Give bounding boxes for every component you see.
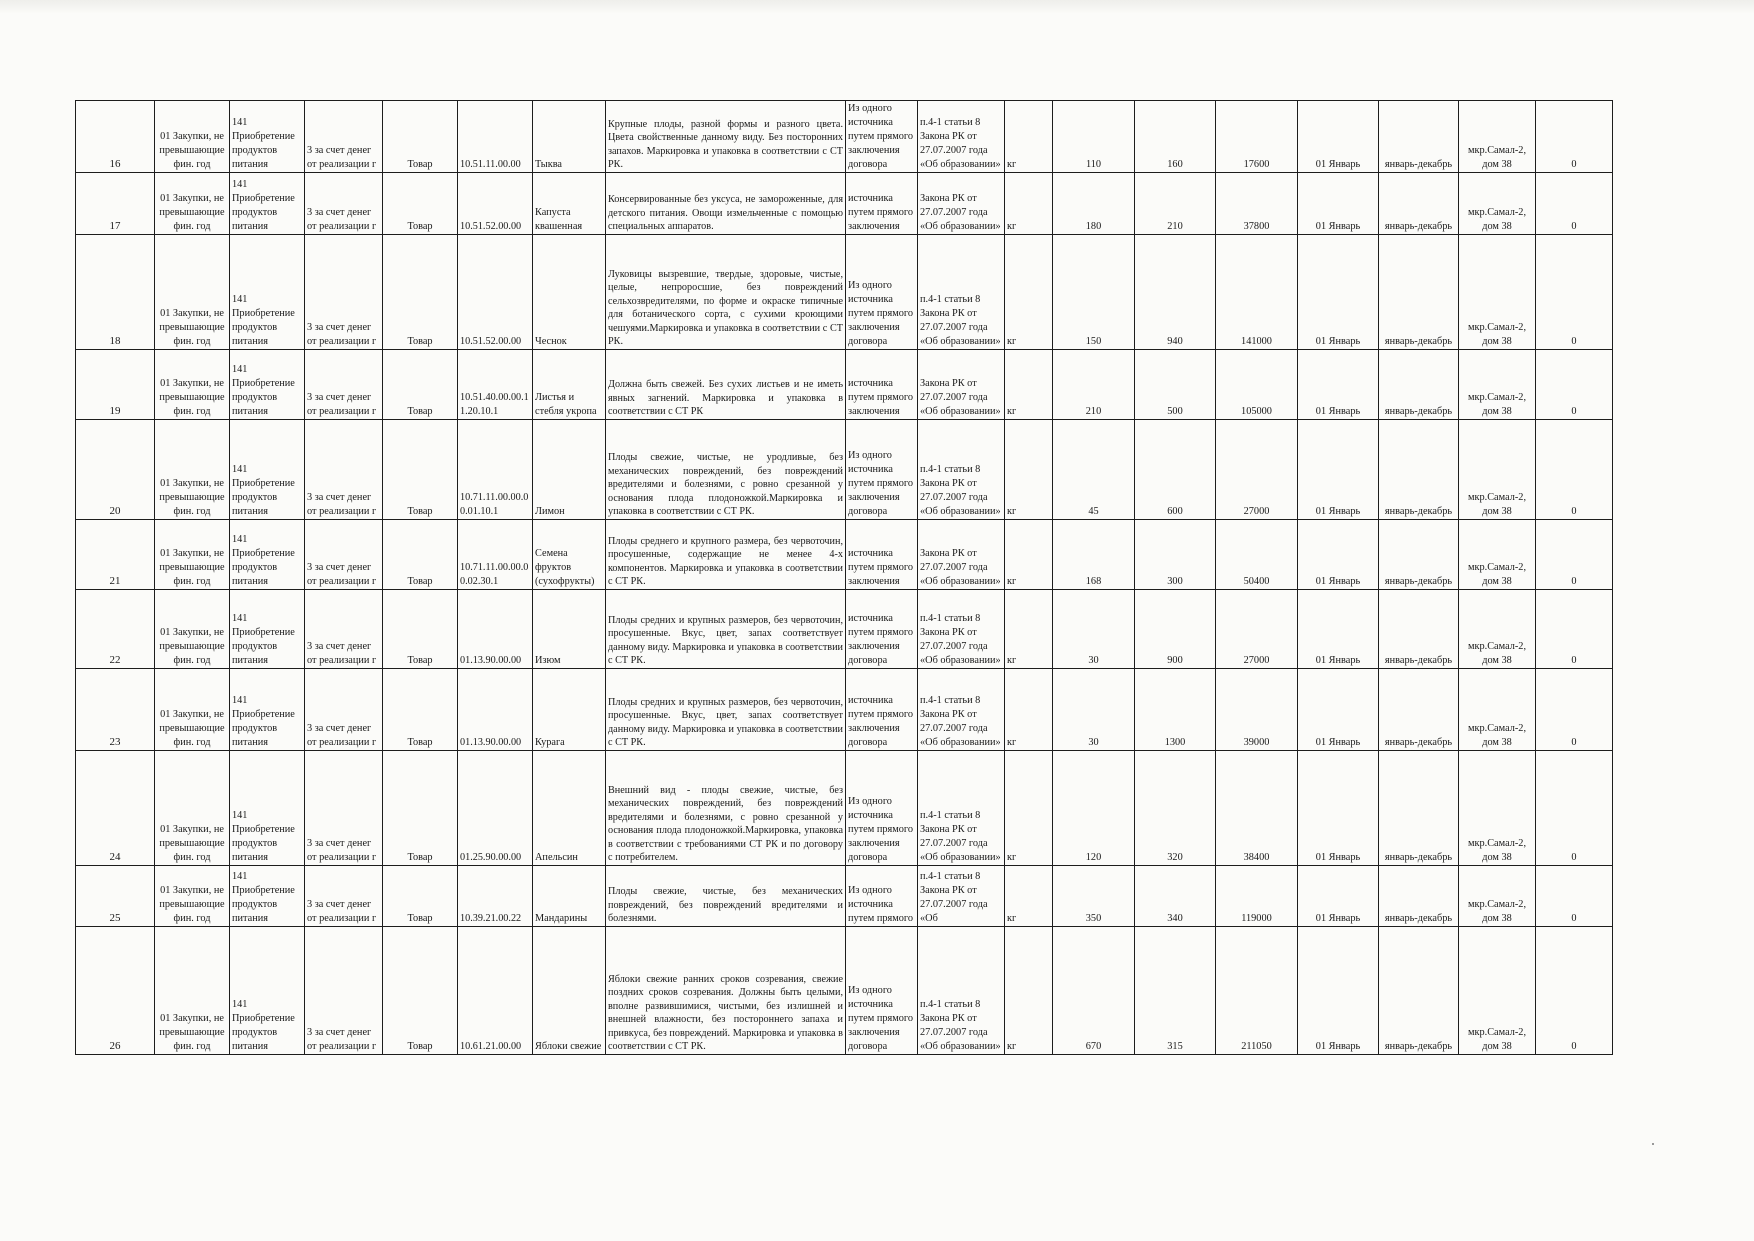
quantity: 120 [1053,751,1135,866]
item-name: Курага [533,669,606,751]
delivery-place: мкр.Самал-2, дом 38 [1459,590,1536,669]
funding-source: 3 за счет денег от реализации г [305,235,383,350]
funding-source: 3 за счет денег от реализации г [305,751,383,866]
item-name: Тыква [533,101,606,173]
procurement-subject: Товар [383,866,458,927]
quantity: 210 [1053,350,1135,420]
table-row [76,927,1613,1055]
item-description: Внешний вид - плоды свежие, чистые, без механических повреждений, без повреждений вредителями и болезнями, с ровно срезанной у основания плода плодоножкой.Маркировка, упаковка в соответствии с требованиями СТ РК и по договору с потребителем. [606,751,846,866]
ktru-code: 10.39.21.00.22 [458,866,533,927]
planned-month: 01 Январь [1298,101,1379,173]
table-row [76,866,1613,927]
procurement-plan-table [75,100,1613,1055]
total-amount: 119000 [1216,866,1298,927]
funding-source: 3 за счет денег от реализации г [305,866,383,927]
row-number: 23 [76,669,155,751]
legal-basis: п.4-1 статьи 8 Закона РК от 27.07.2007 года «Об образовании» [918,590,1005,669]
quantity: 150 [1053,235,1135,350]
advance-percent: 0 [1536,590,1613,669]
unit-price: 940 [1135,235,1216,350]
procurement-type: 01 Закупки, не превышающие фин. год [155,866,230,927]
budget-specifics: 141 Приобретение продуктов питания [230,101,305,173]
unit-of-measure: кг [1005,590,1053,669]
quantity: 45 [1053,420,1135,520]
budget-specifics: 141 Приобретение продуктов питания [230,669,305,751]
row-number: 16 [76,101,155,173]
planned-month: 01 Январь [1298,173,1379,235]
ktru-code: 01.13.90.00.00 [458,669,533,751]
funding-source: 3 за счет денег от реализации г [305,173,383,235]
unit-price: 600 [1135,420,1216,520]
unit-price: 210 [1135,173,1216,235]
budget-specifics: 141 Приобретение продуктов питания [230,350,305,420]
budget-specifics: 141 Приобретение продуктов питания [230,866,305,927]
delivery-place: мкр.Самал-2, дом 38 [1459,751,1536,866]
ktru-code: 10.71.11.00.00.00.01.10.1 [458,420,533,520]
advance-percent: 0 [1536,751,1613,866]
delivery-term: январь-декабрь [1379,590,1459,669]
planned-month: 01 Январь [1298,751,1379,866]
item-name: Изюм [533,590,606,669]
advance-percent: 0 [1536,866,1613,927]
total-amount: 141000 [1216,235,1298,350]
funding-source: 3 за счет денег от реализации г [305,590,383,669]
item-description: Должна быть свежей. Без сухих листьев и не иметь явных загнений. Маркировка и упаковка в соответствии с СТ РК [606,350,846,420]
table-body [76,101,1613,1055]
ktru-code: 01.25.90.00.00 [458,751,533,866]
unit-price: 300 [1135,520,1216,590]
delivery-term: январь-декабрь [1379,669,1459,751]
budget-specifics: 141 Приобретение продуктов питания [230,927,305,1055]
total-amount: 27000 [1216,590,1298,669]
planned-month: 01 Январь [1298,520,1379,590]
budget-specifics: 141 Приобретение продуктов питания [230,520,305,590]
procurement-type: 01 Закупки, не превышающие фин. год [155,235,230,350]
item-description: Плоды средних и крупных размеров, без червоточин, просушенные. Вкус, цвет, запах соответствует данному виду. Маркировка и упаковка в соответствии с СТ РК. [606,669,846,751]
ktru-code: 10.51.40.00.00.11.20.10.1 [458,350,533,420]
procurement-method: Из одного источника путем прямого [846,866,918,927]
procurement-method: источника путем прямого заключения [846,520,918,590]
advance-percent: 0 [1536,420,1613,520]
procurement-type: 01 Закупки, не превышающие фин. год [155,350,230,420]
procurement-type: 01 Закупки, не превышающие фин. год [155,173,230,235]
procurement-method: Из одного источника путем прямого заключения договора [846,235,918,350]
delivery-place: мкр.Самал-2, дом 38 [1459,420,1536,520]
budget-specifics: 141 Приобретение продуктов питания [230,751,305,866]
item-description: Плоды свежие, чистые, не уродливые, без механических повреждений, без повреждений вредителями и болезнями, с ровно срезанной у основания плода плодоножкой.Маркировка и упаковка в соответствии с СТ РК. [606,420,846,520]
total-amount: 17600 [1216,101,1298,173]
funding-source: 3 за счет денег от реализации г [305,350,383,420]
table-row [76,751,1613,866]
item-description: Крупные плоды, разной формы и разного цвета. Цвета свойственные данному виду. Без посторонних запахов. Маркировка и упаковка в соответствии с СТ РК. [606,101,846,173]
advance-percent: 0 [1536,173,1613,235]
row-number: 19 [76,350,155,420]
unit-of-measure: кг [1005,350,1053,420]
delivery-place: мкр.Самал-2, дом 38 [1459,350,1536,420]
table-row [76,420,1613,520]
procurement-type: 01 Закупки, не превышающие фин. год [155,420,230,520]
item-description: Плоды свежие, чистые, без механических повреждений, без повреждений вредителями и болезнями. [606,866,846,927]
funding-source: 3 за счет денег от реализации г [305,420,383,520]
legal-basis: п.4-1 статьи 8 Закона РК от 27.07.2007 года «Об образовании» [918,669,1005,751]
unit-of-measure: кг [1005,866,1053,927]
item-description: Луковицы вызревшие, твердые, здоровые, чистые, целые, непроросшие, без повреждений сельхозвредителями, по форме и окраске типичные для ботанического сорта, с сухими кроющими чешуями.Маркировка и упаковка в соответствии с СТ РК. [606,235,846,350]
ktru-code: 10.61.21.00.00 [458,927,533,1055]
unit-price: 1300 [1135,669,1216,751]
unit-price: 320 [1135,751,1216,866]
procurement-type: 01 Закупки, не превышающие фин. год [155,751,230,866]
procurement-method: Из одного источника путем прямого заключения договора [846,420,918,520]
delivery-place: мкр.Самал-2, дом 38 [1459,669,1536,751]
table-row [76,669,1613,751]
row-number: 26 [76,927,155,1055]
legal-basis: Закона РК от 27.07.2007 года «Об образовании» [918,350,1005,420]
item-description: Яблоки свежие ранних сроков созревания, свежие поздних сроков созревания. Должны быть целыми, вполне развившимися, чистыми, без излишней и внешней влажности, без постороннего запаха и привкуса, без повреждений. Маркировка и упаковка в соответствии с СТ РК. [606,927,846,1055]
procurement-subject: Товар [383,235,458,350]
table-row [76,101,1613,173]
ktru-code: 10.51.11.00.00 [458,101,533,173]
procurement-subject: Товар [383,350,458,420]
unit-price: 900 [1135,590,1216,669]
procurement-method: источника путем прямого заключения [846,350,918,420]
procurement-method: Из одного источника путем прямого заключения договора [846,927,918,1055]
funding-source: 3 за счет денег от реализации г [305,520,383,590]
procurement-subject: Товар [383,751,458,866]
item-description: Плоды средних и крупных размеров, без червоточин, просушенные. Вкус, цвет, запах соответствует данному виду. Маркировка и упаковка в соответствии с СТ РК. [606,590,846,669]
procurement-subject: Товар [383,420,458,520]
total-amount: 105000 [1216,350,1298,420]
procurement-method: источника путем прямого заключения договора [846,590,918,669]
item-name: Мандарины [533,866,606,927]
legal-basis: п.4-1 статьи 8 Закона РК от 27.07.2007 года «Об образовании» [918,927,1005,1055]
procurement-method: источника путем прямого заключения договора [846,669,918,751]
delivery-place: мкр.Самал-2, дом 38 [1459,235,1536,350]
procurement-subject: Товар [383,520,458,590]
funding-source: 3 за счет денег от реализации г [305,101,383,173]
budget-specifics: 141 Приобретение продуктов питания [230,590,305,669]
procurement-method: Из одного источника путем прямого заключения договора [846,101,918,173]
quantity: 180 [1053,173,1135,235]
row-number: 24 [76,751,155,866]
planned-month: 01 Январь [1298,866,1379,927]
delivery-term: январь-декабрь [1379,520,1459,590]
item-name: Чеснок [533,235,606,350]
item-name: Лимон [533,420,606,520]
procurement-subject: Товар [383,101,458,173]
planned-month: 01 Январь [1298,590,1379,669]
delivery-term: январь-декабрь [1379,420,1459,520]
planned-month: 01 Январь [1298,350,1379,420]
budget-specifics: 141 Приобретение продуктов питания [230,420,305,520]
advance-percent: 0 [1536,350,1613,420]
unit-of-measure: кг [1005,235,1053,350]
total-amount: 211050 [1216,927,1298,1055]
procurement-type: 01 Закупки, не превышающие фин. год [155,669,230,751]
row-number: 21 [76,520,155,590]
table-row [76,590,1613,669]
unit-of-measure: кг [1005,420,1053,520]
planned-month: 01 Январь [1298,235,1379,350]
row-number: 25 [76,866,155,927]
unit-of-measure: кг [1005,101,1053,173]
planned-month: 01 Январь [1298,927,1379,1055]
delivery-place: мкр.Самал-2, дом 38 [1459,173,1536,235]
quantity: 168 [1053,520,1135,590]
item-description: Плоды среднего и крупного размера, без червоточин, просушенные, содержащие не менее 4-х компонентов. Маркировка и упаковка в соответствии с СТ РК. [606,520,846,590]
advance-percent: 0 [1536,101,1613,173]
item-name: Листья и стебля укропа [533,350,606,420]
unit-price: 315 [1135,927,1216,1055]
procurement-type: 01 Закупки, не превышающие фин. год [155,101,230,173]
delivery-term: январь-декабрь [1379,235,1459,350]
quantity: 350 [1053,866,1135,927]
ktru-code: 10.51.52.00.00 [458,235,533,350]
unit-of-measure: кг [1005,669,1053,751]
quantity: 30 [1053,669,1135,751]
table-row [76,350,1613,420]
delivery-term: январь-декабрь [1379,173,1459,235]
item-name: Семена фруктов (сухофрукты) [533,520,606,590]
unit-of-measure: кг [1005,751,1053,866]
table-row [76,520,1613,590]
procurement-method: Из одного источника путем прямого заключения договора [846,751,918,866]
item-name: Апельсин [533,751,606,866]
legal-basis: п.4-1 статьи 8 Закона РК от 27.07.2007 года «Об образовании» [918,751,1005,866]
procurement-type: 01 Закупки, не превышающие фин. год [155,520,230,590]
budget-specifics: 141 Приобретение продуктов питания [230,173,305,235]
legal-basis: Закона РК от 27.07.2007 года «Об образовании» [918,520,1005,590]
procurement-type: 01 Закупки, не превышающие фин. год [155,590,230,669]
delivery-place: мкр.Самал-2, дом 38 [1459,101,1536,173]
delivery-term: январь-декабрь [1379,927,1459,1055]
procurement-subject: Товар [383,669,458,751]
ktru-code: 10.51.52.00.00 [458,173,533,235]
total-amount: 50400 [1216,520,1298,590]
unit-of-measure: кг [1005,173,1053,235]
procurement-type: 01 Закупки, не превышающие фин. год [155,927,230,1055]
legal-basis: Закона РК от 27.07.2007 года «Об образовании» [918,173,1005,235]
procurement-method: источника путем прямого заключения [846,173,918,235]
delivery-place: мкр.Самал-2, дом 38 [1459,866,1536,927]
funding-source: 3 за счет денег от реализации г [305,669,383,751]
budget-specifics: 141 Приобретение продуктов питания [230,235,305,350]
advance-percent: 0 [1536,669,1613,751]
page-edge [0,0,1754,14]
row-number: 20 [76,420,155,520]
delivery-term: январь-декабрь [1379,350,1459,420]
funding-source: 3 за счет денег от реализации г [305,927,383,1055]
unit-price: 500 [1135,350,1216,420]
legal-basis: п.4-1 статьи 8 Закона РК от 27.07.2007 года «Об образовании» [918,101,1005,173]
scan-speck [1652,1143,1654,1145]
row-number: 17 [76,173,155,235]
quantity: 30 [1053,590,1135,669]
total-amount: 39000 [1216,669,1298,751]
item-name: Капуста квашенная [533,173,606,235]
delivery-place: мкр.Самал-2, дом 38 [1459,927,1536,1055]
advance-percent: 0 [1536,520,1613,590]
unit-of-measure: кг [1005,927,1053,1055]
total-amount: 27000 [1216,420,1298,520]
legal-basis: п.4-1 статьи 8 Закона РК от 27.07.2007 года «Об образовании» [918,235,1005,350]
advance-percent: 0 [1536,927,1613,1055]
table-row [76,235,1613,350]
legal-basis: п.4-1 статьи 8 Закона РК от 27.07.2007 года «Об образовании» [918,420,1005,520]
planned-month: 01 Январь [1298,669,1379,751]
quantity: 110 [1053,101,1135,173]
total-amount: 38400 [1216,751,1298,866]
unit-price: 160 [1135,101,1216,173]
procurement-subject: Товар [383,927,458,1055]
quantity: 670 [1053,927,1135,1055]
unit-price: 340 [1135,866,1216,927]
row-number: 18 [76,235,155,350]
delivery-term: январь-декабрь [1379,866,1459,927]
advance-percent: 0 [1536,235,1613,350]
ktru-code: 10.71.11.00.00.00.02.30.1 [458,520,533,590]
table-row [76,173,1613,235]
item-description: Консервированные без уксуса, не замороженные, для детского питания. Овощи измельченные с помощью специальных аппаратов. [606,173,846,235]
procurement-subject: Товар [383,590,458,669]
delivery-term: январь-декабрь [1379,101,1459,173]
legal-basis: п.4-1 статьи 8 Закона РК от 27.07.2007 года «Об [918,866,1005,927]
row-number: 22 [76,590,155,669]
unit-of-measure: кг [1005,520,1053,590]
total-amount: 37800 [1216,173,1298,235]
procurement-subject: Товар [383,173,458,235]
planned-month: 01 Январь [1298,420,1379,520]
ktru-code: 01.13.90.00.00 [458,590,533,669]
item-name: Яблоки свежие [533,927,606,1055]
delivery-place: мкр.Самал-2, дом 38 [1459,520,1536,590]
delivery-term: январь-декабрь [1379,751,1459,866]
